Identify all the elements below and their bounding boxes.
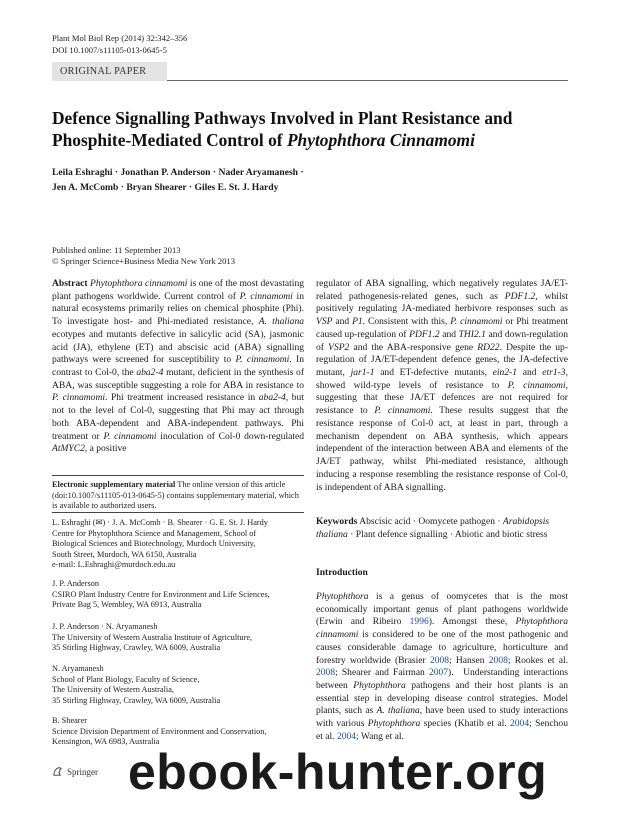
text-run: ; Rookes et al. [507, 654, 568, 666]
text-run: VSP [316, 316, 333, 328]
text-run: , have been used to study interactions with various [316, 705, 569, 730]
published-date: Published online: 11 September 2013 [52, 245, 181, 255]
text-run: . In contrast to Col-0, the [52, 354, 304, 379]
publication-info [52, 245, 235, 267]
text-run: or Phi treatment caused up-regulation of [316, 316, 568, 340]
text-run: jar1-1 [350, 367, 375, 379]
affiliation-line: e-mail: L.Eshraghi@murdoch.edu.au [52, 560, 176, 570]
affiliation-line: School of Plant Biology, Faculty of Science, [52, 674, 200, 684]
text-run: and [517, 367, 543, 379]
abstract-left [52, 278, 304, 456]
text-run: Phytophthora [316, 591, 369, 602]
doi-line: DOI 10.1007/s11105-013-0645-5 [52, 44, 167, 55]
text-run: ; Wang et al. [356, 730, 404, 742]
text-run: is one of the most devastating plant pathogens worldwide. Current control of [52, 278, 304, 302]
title-italic: Phytophthora Cinnamomi [286, 129, 475, 150]
text-run: P1 [352, 316, 363, 328]
text-run: and [332, 316, 353, 328]
citation-link[interactable]: 2007 [428, 667, 449, 679]
text-run: . Phi treatment increased resistance in [105, 392, 259, 404]
text-run: in natural ecosystems primarily relies on chemical phosphite (Phi). To investigate host- and Phi-mediated resistance, [52, 290, 304, 328]
text-run: Arabidopsis thaliana [316, 516, 550, 540]
citation-link[interactable]: 2004 [336, 730, 357, 742]
citation-link[interactable]: 2008 [488, 654, 508, 666]
text-run: and [439, 328, 459, 340]
text-run: , whilst positively regulating JA-mediated herbivore responses such as [316, 290, 568, 315]
affiliation-line: L. Eshraghi (✉) · J. A. McComb · B. Shearer · G. E. St. J. Hardy [52, 518, 268, 527]
citation-link[interactable]: 2008 [316, 667, 336, 679]
text-run: ein2-1 [492, 367, 518, 379]
text-run: . Consistent with this, [362, 316, 451, 328]
copyright-line: © Springer Science+Business Media New York 2013 [52, 256, 235, 266]
text-run: PDF1.2 [504, 290, 536, 302]
text-run: , showed wild-type levels of resistance to [316, 367, 568, 391]
text-run: P. cinnamomi [374, 405, 431, 417]
text-run: aba2-4 [136, 367, 164, 379]
publisher-name: Springer [67, 766, 98, 777]
affiliation-line: Private Bag 5, Wembley, WA 6913, Australia [52, 600, 202, 610]
esm-text: The online version of this article (doi:10.1007/s11105-013-0645-5) contains supplementary material, which is available to authorized users. [52, 480, 299, 511]
text-run: · Plant defence signalling · Abiotic and biotic stress [347, 528, 548, 540]
affiliation-line: South Street, Murdoch, WA 6150, Australia [52, 549, 197, 559]
keywords-label: Keywords [316, 516, 358, 527]
introduction-heading: Introduction [316, 567, 368, 578]
affiliation-rule [52, 512, 304, 513]
text-run: , suggesting that these JA/ET defences are not required for resistance to [316, 379, 568, 417]
publisher-logo [52, 766, 98, 777]
affiliation-line: Centre for Phytophthora Science and Management, School of [52, 528, 257, 538]
citation-link[interactable]: 2008 [429, 654, 450, 666]
abstract-right [316, 278, 568, 494]
text-run: , a positive [84, 443, 127, 455]
text-run: pathogens and their host plants is an essential step in developing disease control strategies. Model plants, such as [316, 680, 568, 717]
text-run: P. cinnamomi [103, 430, 157, 442]
text-run: . These results suggest that the resistance response of Col-0 act, at least in part, through a mechanism dependent on ABA synthesis, which appears independent of the interaction between ABA and elements of the JA/ET pathway, whilst Phi-mediated resistance, although inducing a response resembling the resistance response of Col-0, is independent of ABA signalling. [316, 405, 568, 493]
authors-line-1: Leila Eshraghi · Jonathan P. Anderson · Nader Aryamanesh · [52, 167, 304, 178]
affiliation-line: Biological Sciences and Biotechnology, Murdoch University, [52, 539, 256, 549]
text-run: Abscisic acid · Oomycete pathogen · [357, 516, 503, 527]
text-run: Phytophthora cinnamomi [90, 278, 188, 289]
text-run: etr1-3 [542, 367, 566, 379]
citation-link[interactable]: 1996 [409, 616, 429, 628]
affiliation-line: J. P. Anderson [52, 579, 100, 588]
text-run: inoculation of Col-0 down-regulated [156, 430, 304, 442]
journal-meta [52, 33, 187, 56]
text-run: THI2.1 [458, 328, 486, 340]
author-list [52, 165, 512, 195]
text-run: ). Amongst these, [428, 616, 516, 628]
text-run: . Despite the up-regulation of JA/ET-dependent defence genes, the JA-defective mutant, [316, 341, 568, 379]
text-run: , but not to the level of Col-0, suggesting that Phi may act through both ABA-dependent and ABA-independent pathways. Phi treatment or [52, 392, 304, 442]
text-run: P. cinnamomi [450, 316, 503, 328]
supplementary-note [52, 480, 304, 512]
affiliation-5 [52, 716, 304, 748]
introduction-text [316, 591, 568, 744]
text-run: mutant, deficient in the synthesis of ABA, was susceptible suggesting a role for ABA in resistance to [52, 367, 304, 391]
text-run: ; Shearer and Fairman [335, 667, 429, 679]
springer-horse-icon [52, 766, 63, 777]
affiliation-line: 35 Stirling Highway, Crawley, WA 6009, Australia [52, 695, 221, 705]
affiliation-line: CSIRO Plant Industry Centre for Environment and Life Sciences, [52, 589, 270, 599]
article-title [52, 108, 572, 151]
affiliation-line: B. Shearer [52, 716, 88, 725]
affiliation-2 [52, 579, 304, 611]
affiliation-line: The University of Western Australia, [52, 685, 174, 695]
affiliation-3 [52, 622, 304, 654]
journal-citation: Plant Mol Biol Rep (2014) 32:342–356 [52, 33, 188, 43]
text-run: Phytophthora [367, 718, 421, 730]
text-run: P. cinnamomi [52, 392, 105, 404]
text-run: A. thaliana [376, 705, 420, 717]
text-run: ). Understanding interactions between [316, 667, 568, 692]
text-run: PDF1.2 [409, 328, 440, 340]
text-run: Phytophthora [353, 680, 406, 692]
title-main: Defence Signalling Pathways Involved in Plant Resistance and Phosphite-Mediated Control of [52, 108, 513, 150]
affiliation-line: N. Aryamanesh [52, 664, 104, 673]
affiliation-line: J. P. Anderson · N. Aryamanesh [52, 622, 158, 631]
affiliation-line: Kensington, WA 6983, Australia [52, 737, 160, 747]
text-run: Phytophthora cinnamomi [316, 616, 568, 641]
text-run: RD22 [477, 341, 500, 353]
text-run: ; Senchou et al. [316, 718, 568, 742]
text-run: A. thaliana [258, 316, 304, 328]
text-run: is a genus of oomycetes that is the most economically important genus of plant pathogens worldwide (Erwin and Ribeiro [316, 591, 568, 628]
text-run: and ET-defective mutants, [374, 367, 493, 379]
text-run: ; Hansen [449, 654, 489, 666]
abstract-left-text [52, 278, 304, 454]
esm-rule [52, 475, 304, 476]
text-run: and down-regulation of [316, 328, 568, 353]
text-run: and the ABA-responsive gene [349, 341, 478, 353]
abstract-label: Abstract [52, 278, 88, 289]
text-run: aba2-4 [258, 392, 286, 404]
text-run: is considered to be one of the most pathogenic and causes considerable damage to agriculture, horticulture and forestry worldwide (Brasier [316, 629, 568, 666]
affiliation-line: 35 Stirling Highway, Crawley, WA 6009, Australia [52, 643, 221, 653]
esm-label: Electronic supplementary material [52, 480, 176, 489]
affiliation-line: Science Division Department of Environment and Conservation, [52, 726, 267, 736]
affiliation-4 [52, 664, 304, 706]
text-run: ecotypes and mutants defective in salicylic acid (SA), jasmonic acid (JA), ethylene (ET) and abscisic acid (ABA) signalling pathways were screened for susceptibility to [52, 328, 304, 366]
affiliation-1 [52, 518, 304, 571]
authors-line-2: Jen A. McComb · Bryan Shearer · Giles E. St. J. Hardy [52, 182, 279, 193]
citation-link[interactable]: 2004 [510, 718, 530, 730]
keywords [316, 516, 568, 541]
text-run: P. cinnamomi [507, 379, 566, 391]
section-band [52, 62, 568, 82]
text-run: VSP2 [328, 341, 350, 353]
text-run: regulator of ABA signalling, which negatively regulates JA/ET-related pathogenesis-related genes, such as [316, 278, 568, 302]
text-run: P. cinnamomi [235, 354, 290, 366]
text-run: P. cinnamomi [239, 290, 293, 302]
text-run: AtMYC2 [52, 443, 85, 455]
affiliation-line: The University of Western Australia Institute of Agriculture, [52, 632, 253, 642]
text-run: species (Khatib et al. [420, 718, 510, 730]
section-tag: ORIGINAL PAPER [52, 62, 167, 81]
watermark-text: ebook-hunter.org [128, 744, 548, 800]
